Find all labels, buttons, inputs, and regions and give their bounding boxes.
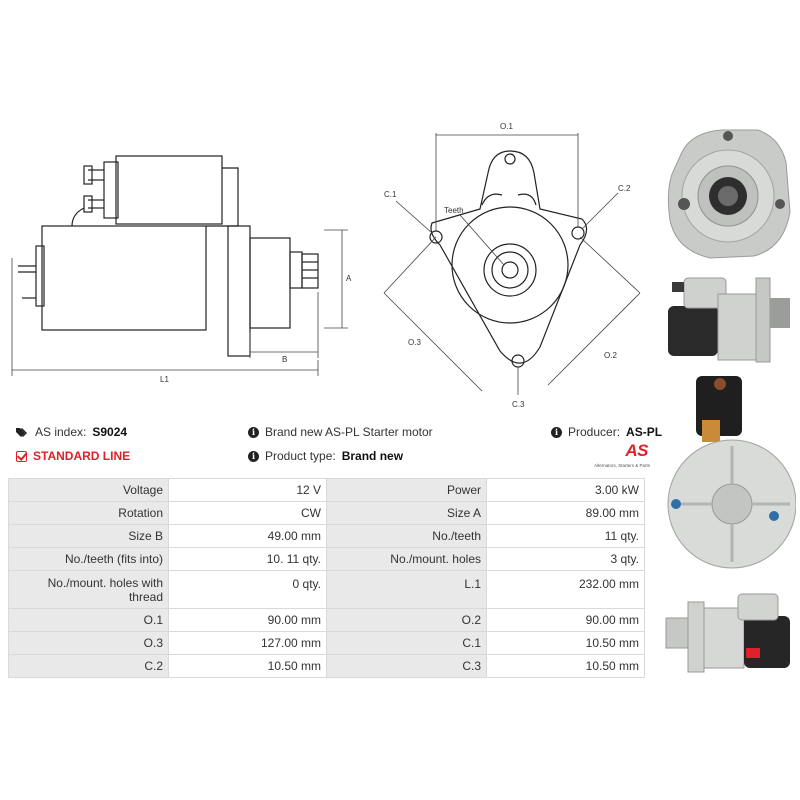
- product-photo-angle: [662, 588, 796, 678]
- producer: [551, 425, 662, 439]
- spec-value: 11 qty.: [487, 525, 645, 548]
- producer-label: Producer:: [568, 425, 621, 439]
- brand-info: [248, 425, 433, 439]
- dim-o2-label: O.2: [604, 351, 617, 360]
- table-row: [9, 525, 645, 548]
- table-row: [9, 632, 645, 655]
- spec-label: C.1: [327, 632, 487, 655]
- spec-label: O.3: [9, 632, 169, 655]
- table-row: [9, 655, 645, 678]
- spec-label: No./teeth (fits into): [9, 548, 169, 571]
- as-index-value: S9024: [92, 425, 128, 439]
- spec-label: Size B: [9, 525, 169, 548]
- product-type: [248, 449, 403, 463]
- spec-value: 12 V: [169, 479, 327, 502]
- teeth-label: Teeth: [444, 206, 464, 215]
- spec-value: 0 qty.: [169, 571, 327, 609]
- spec-value: 90.00 mm: [169, 609, 327, 632]
- spec-label: Rotation: [9, 502, 169, 525]
- spec-value: 10. 11 qty.: [169, 548, 327, 571]
- dim-b-label: B: [282, 355, 288, 364]
- producer-value: AS-PL: [626, 425, 663, 439]
- spec-value: CW: [169, 502, 327, 525]
- dim-l1-label: L1: [160, 375, 169, 384]
- table-row: [9, 609, 645, 632]
- spec-label: O.1: [9, 609, 169, 632]
- front-view-drawing: [370, 115, 660, 415]
- info-icon: i: [248, 427, 259, 438]
- info-icon: i: [248, 451, 259, 462]
- dim-c2-label: C.2: [618, 184, 631, 193]
- spec-label: Size A: [327, 502, 487, 525]
- brand-text: Brand new AS-PL Starter motor: [265, 425, 433, 439]
- checkbox-icon: [16, 451, 27, 462]
- as-pl-logo: [588, 441, 650, 471]
- spec-value: 10.50 mm: [169, 655, 327, 678]
- spec-label: C.3: [327, 655, 487, 678]
- side-view-drawing: [8, 148, 358, 388]
- spec-label: No./mount. holes with thread: [9, 571, 169, 609]
- dim-c1-label: C.1: [384, 190, 397, 199]
- table-row: [9, 571, 645, 609]
- product-type-label: Product type:: [265, 449, 336, 463]
- dim-o3-label: O.3: [408, 338, 421, 347]
- spec-label: C.2: [9, 655, 169, 678]
- tag-icon: [16, 427, 29, 437]
- dim-a-label: A: [346, 274, 352, 283]
- product-photo-rear: [662, 370, 796, 580]
- product-photo-front: [662, 112, 796, 270]
- standard-line-label: STANDARD LINE: [33, 449, 131, 463]
- spec-value: 3.00 kW: [487, 479, 645, 502]
- spec-value: 10.50 mm: [487, 655, 645, 678]
- logo-tagline: Alternators, Starters & Parts: [593, 463, 650, 468]
- info-icon: i: [551, 427, 562, 438]
- table-row: [9, 479, 645, 502]
- spec-value: 10.50 mm: [487, 632, 645, 655]
- product-photo-side: [662, 268, 796, 368]
- product-type-value: Brand new: [341, 449, 404, 463]
- spec-label: O.2: [327, 609, 487, 632]
- spec-value: 127.00 mm: [169, 632, 327, 655]
- spec-label: No./mount. holes: [327, 548, 487, 571]
- spec-value: 3 qty.: [487, 548, 645, 571]
- as-index-label: AS index:: [35, 425, 87, 439]
- spec-label: L.1: [327, 571, 487, 609]
- table-row: [9, 548, 645, 571]
- dim-o1-label: O.1: [500, 122, 513, 131]
- spec-value: 90.00 mm: [487, 609, 645, 632]
- spec-label: No./teeth: [327, 525, 487, 548]
- logo-mark: AS: [625, 441, 648, 460]
- table-row: [9, 502, 645, 525]
- spec-table: [8, 478, 645, 678]
- spec-label: Power: [327, 479, 487, 502]
- spec-value: 89.00 mm: [487, 502, 645, 525]
- spec-value: 232.00 mm: [487, 571, 645, 609]
- dim-c3-label: C.3: [512, 400, 525, 409]
- spec-label: Voltage: [9, 479, 169, 502]
- standard-line: [16, 449, 130, 463]
- spec-value: 49.00 mm: [169, 525, 327, 548]
- as-index: [16, 425, 127, 439]
